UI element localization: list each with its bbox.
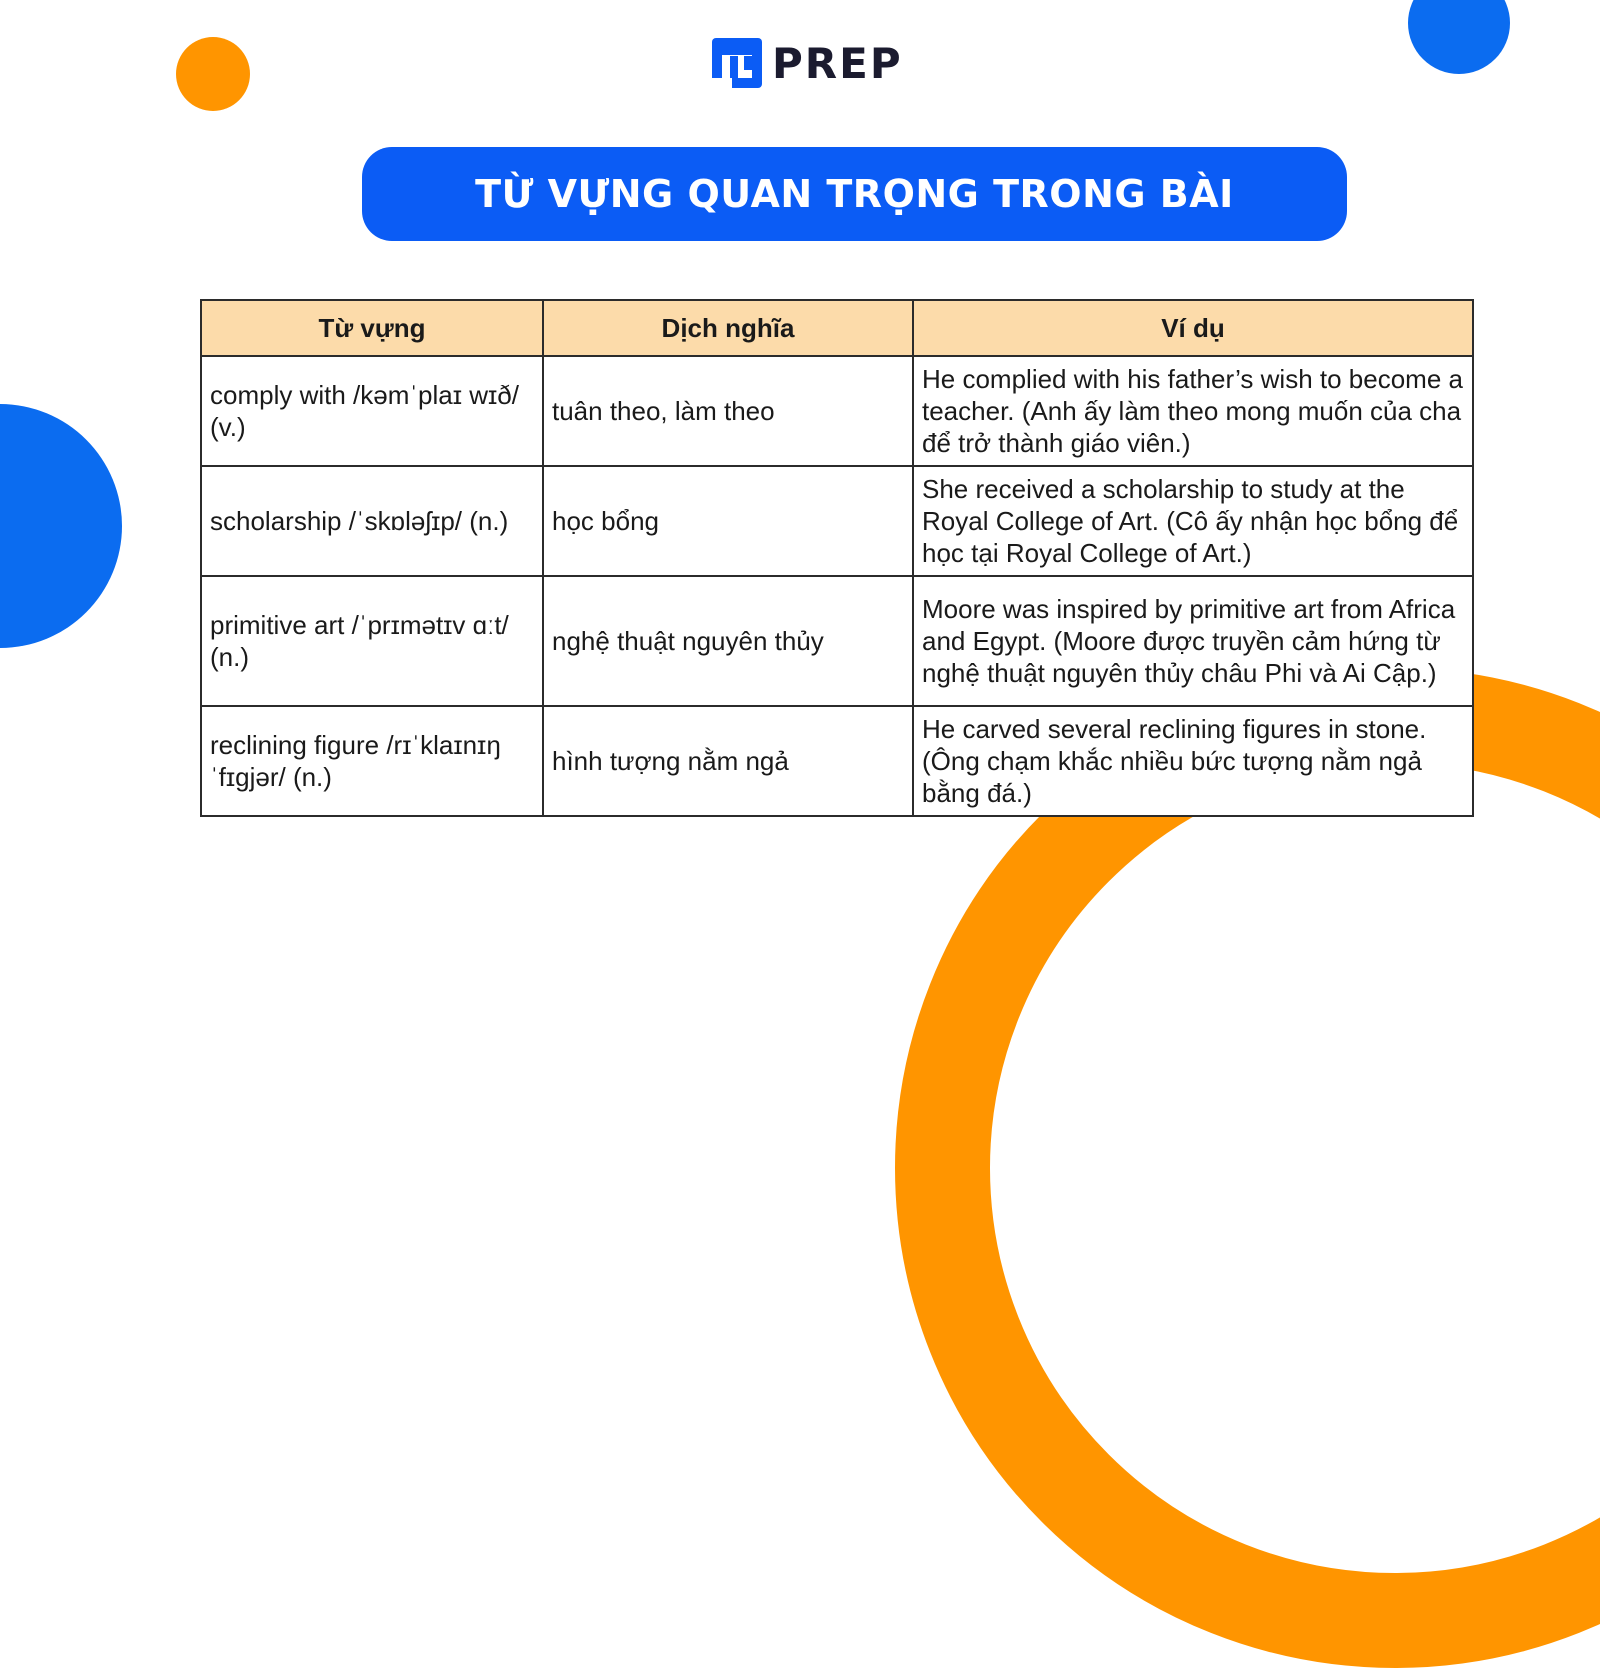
meaning-cell: tuân theo, làm theo [543, 356, 913, 466]
header-word: Từ vựng [201, 300, 543, 356]
header-meaning: Dịch nghĩa [543, 300, 913, 356]
banner-title: TỪ VỰNG QUAN TRỌNG TRONG BÀI [475, 172, 1234, 216]
meaning-cell: hình tượng nằm ngả [543, 706, 913, 816]
table-row [201, 706, 1473, 816]
example-cell: He complied with his father’s wish to become a teacher. (Anh ấy làm theo mong muốn của cha để trở thành giáo viên.) [913, 356, 1473, 466]
decor-orange-arc [895, 668, 1600, 1668]
prep-logo-icon [710, 36, 764, 90]
table-row [201, 576, 1473, 706]
word-cell: primitive art /ˈprɪmətɪv ɑːt/ (n.) [201, 576, 543, 706]
example-cell: He carved several reclining figures in stone. (Ông chạm khắc nhiều bức tượng nằm ngả bằng đá.) [913, 706, 1473, 816]
meaning-cell: nghệ thuật nguyên thủy [543, 576, 913, 706]
word-cell: scholarship /ˈskɒləʃɪp/ (n.) [201, 466, 543, 576]
table-row [201, 466, 1473, 576]
meaning-cell: học bổng [543, 466, 913, 576]
decor-orange-circle [176, 37, 250, 111]
prep-logo [710, 36, 903, 90]
decor-blue-half-circle-left [0, 404, 122, 648]
word-cell: reclining figure /rɪˈklaɪnɪŋ ˈfɪɡjər/ (n.) [201, 706, 543, 816]
section-banner [362, 147, 1347, 241]
header-example: Ví dụ [913, 300, 1473, 356]
word-cell: comply with /kəmˈplaɪ wɪð/ (v.) [201, 356, 543, 466]
table-header-row [201, 300, 1473, 356]
example-cell: She received a scholarship to study at the Royal College of Art. (Cô ấy nhận học bổng để học tại Royal College of Art.) [913, 466, 1473, 576]
decor-blue-circle-top [1408, 0, 1510, 74]
example-cell: Moore was inspired by primitive art from Africa and Egypt. (Moore được truyền cảm hứng từ nghệ thuật nguyên thủy châu Phi và Ai Cập.) [913, 576, 1473, 706]
vocabulary-table [200, 299, 1474, 817]
prep-logo-text: PREP [772, 38, 903, 88]
table-row [201, 356, 1473, 466]
